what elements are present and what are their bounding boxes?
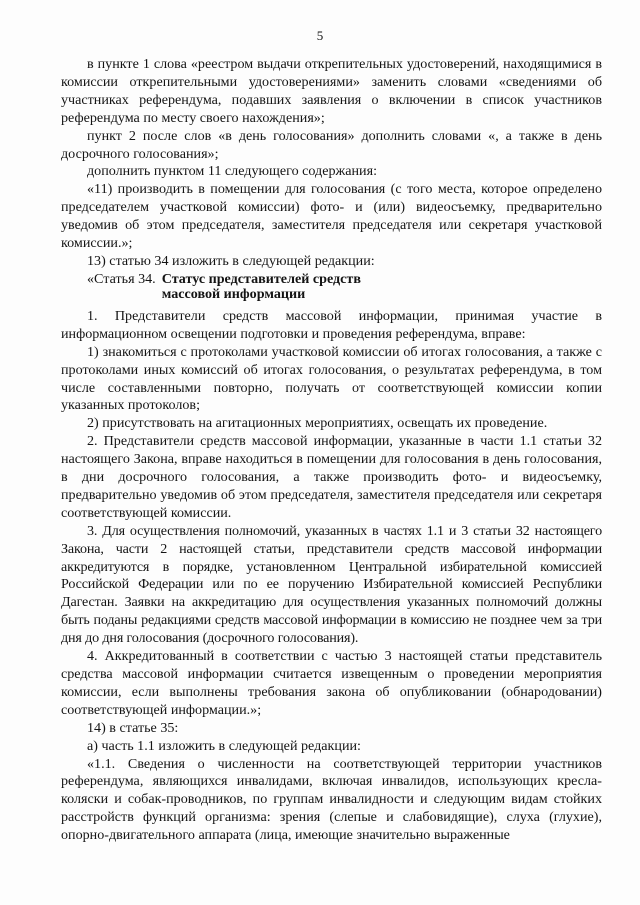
- page-number: 5: [316, 28, 324, 43]
- article-title-line1: Статус представителей средств: [161, 270, 361, 287]
- article-title-line2: массовой информации: [161, 285, 306, 302]
- paragraph-point2-addition: пункт 2 после слов «в день голосования» дополнить словами «, а также в день досрочного голосования»;: [61, 127, 602, 162]
- paragraph-part1-1-text: «1.1. Сведения о численности на соответствующей территории участников референдума, являющихся инвалидами, включая инвалидов, использующих кресла-коляски и собак-проводников, по группам инвалидности и следующим видам стойких расстройств функций организма: зрения (слепые и слабовидящие), слуха (глухие), опорно-двигательного аппарата (лица, имеющие значительно выраженные: [61, 755, 602, 844]
- paragraph-point1-replacement: в пункте 1 слова «реестром выдачи открепительных удостоверений, находящимися в комиссии открепительными удостоверениями» заменить словами «сведениями об участниках референдума, подавших заявления о включении в список участников референдума по месту своего нахождения»;: [61, 56, 602, 126]
- paragraph-part3: 3. Для осуществления полномочий, указанных в частях 1.1 и 3 статьи 32 настоящего Закона, части 2 настоящей статьи, представители средств массовой информации аккредитуются в порядке, установленном Центральной избирательной комиссией Российской Федерации или по ее поручению Избирательной комиссией Республики Дагестан. Заявки на аккредитацию для осуществления указанных полномочий должны быть поданы редакциями средств массовой информации в комиссию не позднее чем за три дня до дня голосования (досрочного голосования).: [61, 522, 602, 647]
- paragraph-item13: 13) статью 34 изложить в следующей редакции:: [87, 252, 375, 269]
- article-heading: [87, 272, 602, 302]
- article-title: [162, 272, 361, 302]
- paragraph-part2: 2. Представители средств массовой информации, указанные в части 1.1 статьи 32 настоящего Закона, вправе находиться в помещении для голосования в день голосования, в дни досрочного голосования, а также производить фото- и видеосъемку, предварительно уведомив об этом председателя, заместителя председателя или секретаря соответствующей комиссии.: [61, 433, 602, 521]
- paragraph-point11-text: «11) производить в помещении для голосования (с того места, которое определено председателем участковой комиссии) фото- и (или) видеосъемку, предварительно уведомив об этом председателя, заместителя председателя или секретаря участковой комиссии.»;: [61, 181, 602, 252]
- paragraph-item14: 14) в статье 35:: [87, 719, 179, 736]
- paragraph-part4: 4. Аккредитованный в соответствии с частью 3 настоящей статьи представитель средства массовой информации считается извещенным о проведении мероприятия комиссии, если выполнены требования закона об опубликовании (обнародовании) соответствующей информации.»;: [61, 648, 602, 718]
- paragraph-part1-item1: 1) знакомиться с протоколами участковой комиссии об итогах голосования, а также с протоколами иных комиссий об итогах голосования, о результатах референдума, в том числе составленными повторно, получать от соответствующей комиссии копии указанных протоколов;: [61, 343, 602, 414]
- paragraph-part1-item2: 2) присутствовать на агитационных мероприятиях, освещать их проведение.: [87, 415, 548, 432]
- paragraph-add-point11: дополнить пунктом 11 следующего содержания:: [87, 163, 377, 180]
- paragraph-item14a: а) часть 1.1 изложить в следующей редакции:: [87, 737, 361, 754]
- document-body: [61, 56, 602, 845]
- article-number: «Статья 34.: [87, 270, 156, 287]
- paragraph-part1: 1. Представители средств массовой информации, принимая участие в информационном освещении подготовки и проведения референдума, вправе:: [61, 307, 602, 342]
